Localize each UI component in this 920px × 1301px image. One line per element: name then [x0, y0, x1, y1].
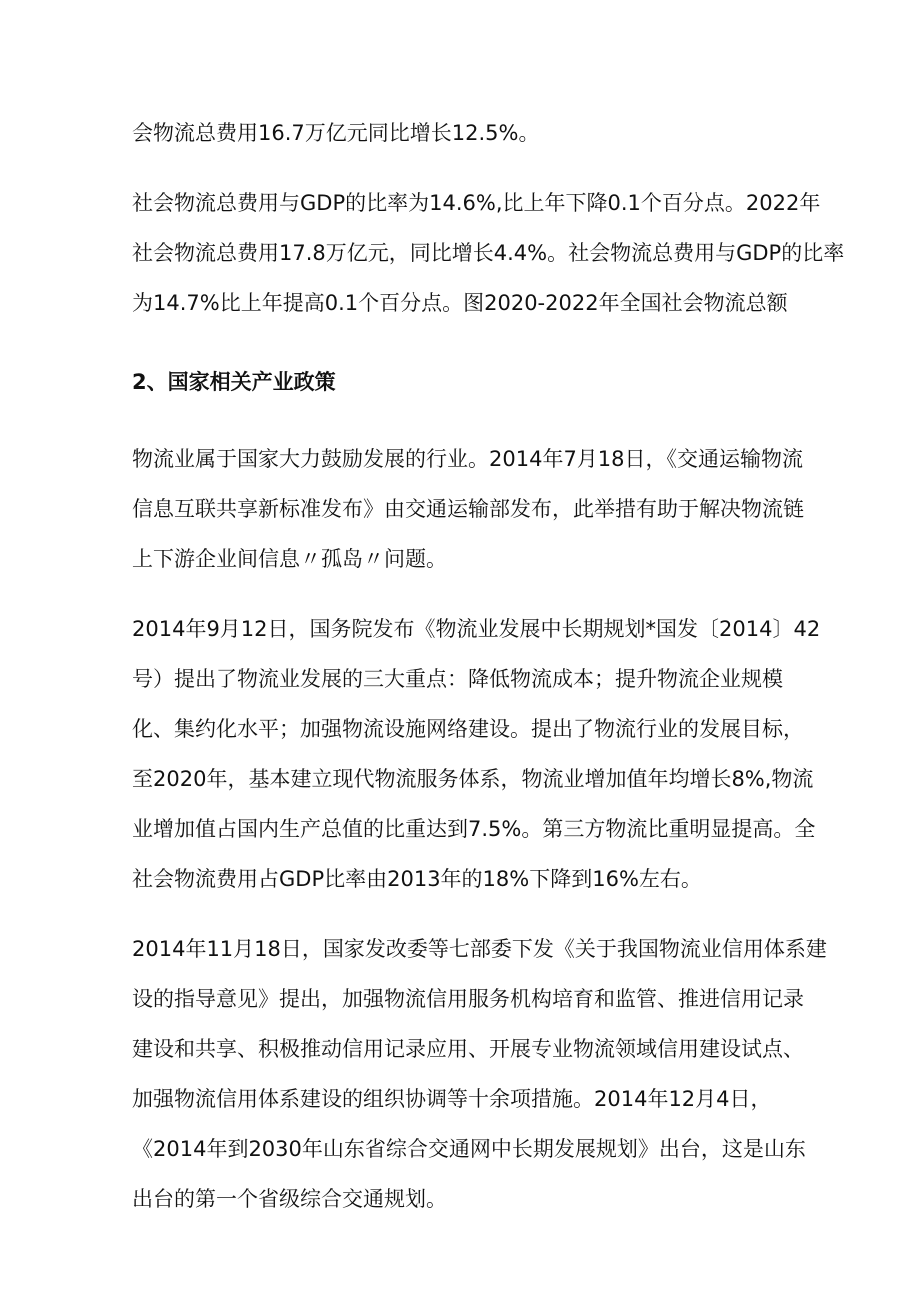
paragraph-2-line-2: 社会物流总费用17.8万亿元，同比增长4.4%。社会物流总费用与GDP的比率: [132, 241, 845, 265]
paragraph-3-line-1: 物流业属于国家大力鼓励发展的行业。2014年7月18日，《交通运输物流: [132, 447, 804, 471]
paragraph-4-line-1: 2014年9月12日，国务院发布《物流业发展中长期规划*国发〔2014〕42: [132, 617, 821, 641]
paragraph-2-line-3: 为14.7%比上年提高0.1个百分点。图2020-2022年全国社会物流总额: [132, 291, 788, 315]
paragraph-4-line-6: 社会物流费用占GDP比率由2013年的18%下降到16%左右。: [132, 867, 702, 891]
paragraph-5-line-3: 建设和共享、积极推动信用记录应用、开展专业物流领域信用建设试点、: [132, 1037, 804, 1061]
paragraph-5-line-2: 设的指导意见》提出，加强物流信用服务机构培育和监管、推进信用记录: [132, 987, 804, 1011]
paragraph-1-line-1: 会物流总费用16.7万亿元同比增长12.5%。: [132, 121, 540, 145]
paragraph-4-line-4: 至2020年，基本建立现代物流服务体系，物流业增加值年均增长8%,物流: [132, 767, 814, 791]
paragraph-4-line-5: 业增加值占国内生产总值的比重达到7.5%。第三方物流比重明显提高。全: [132, 817, 816, 841]
paragraph-3-line-2: 信息互联共享新标准发布》由交通运输部发布，此举措有助于解决物流链: [132, 497, 804, 521]
paragraph-4-line-3: 化、集约化水平；加强物流设施网络建设。提出了物流行业的发展目标，: [132, 717, 804, 741]
paragraph-2-line-1: 社会物流总费用与GDP的比率为14.6%,比上年下降0.1个百分点。2022年: [132, 191, 821, 215]
paragraph-5-line-5: 《2014年到2030年山东省综合交通网中长期发展规划》出台，这是山东: [132, 1137, 806, 1161]
paragraph-5-line-6: 出台的第一个省级综合交通规划。: [132, 1187, 447, 1211]
paragraph-4-line-2: 号）提出了物流业发展的三大重点：降低物流成本；提升物流企业规模: [132, 667, 783, 691]
paragraph-5-line-1: 2014年11月18日，国家发改委等七部委下发《关于我国物流业信用体系建: [132, 937, 827, 961]
paragraph-3-line-3: 上下游企业间信息〃孤岛〃问题。: [132, 547, 447, 571]
section-heading: 2、国家相关产业政策: [132, 370, 336, 394]
paragraph-5-line-4: 加强物流信用体系建设的组织协调等十余项措施。2014年12月4日，: [132, 1087, 772, 1111]
